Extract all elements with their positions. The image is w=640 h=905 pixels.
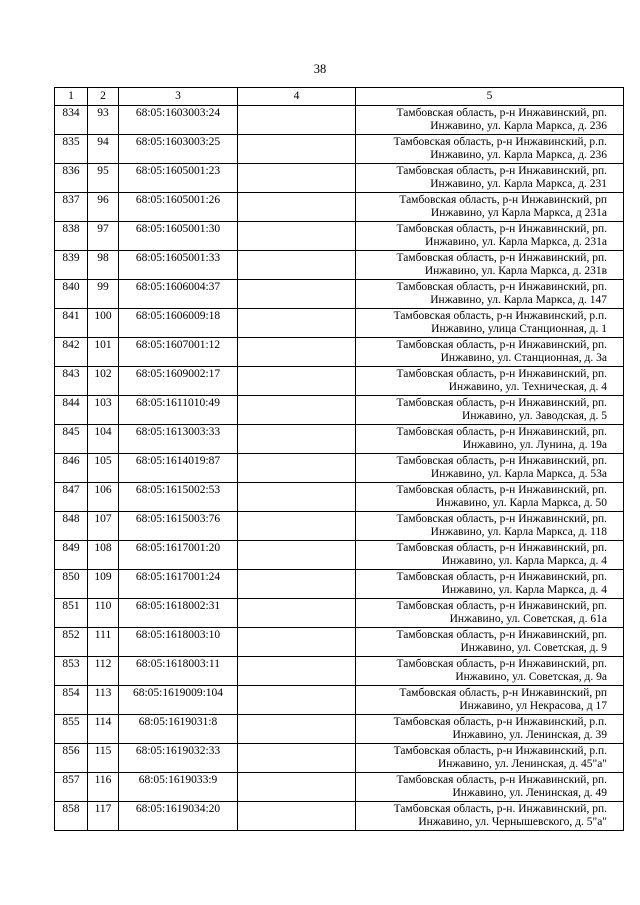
cadastral-number-cell: 68:05:1605001:26 (119, 193, 238, 222)
cadastral-number-cell: 68:05:1618003:11 (119, 657, 238, 686)
cadastral-number-cell: 68:05:1617001:24 (119, 570, 238, 599)
cadastral-number-cell: 68:05:1615002:53 (119, 483, 238, 512)
address-line: Инжавино, ул. Карла Маркса, д. 231а (425, 236, 607, 248)
table-row (55, 193, 624, 222)
empty-cell (238, 309, 356, 338)
page-number: 38 (313, 62, 327, 76)
address-line: Тамбовская область, р-н Инжавинский, рп. (396, 571, 607, 583)
address-line: Инжавино, ул. Станционная, д. 3а (440, 352, 607, 364)
row-subindex-cell: 117 (88, 802, 119, 831)
row-subindex-cell: 100 (88, 309, 119, 338)
address-line: Тамбовская область, р-н Инжавинский, рп. (396, 165, 607, 177)
empty-cell (238, 454, 356, 483)
row-subindex-cell: 95 (88, 164, 119, 193)
row-index-cell: 843 (55, 367, 88, 396)
address-cell (356, 686, 624, 715)
empty-cell (238, 425, 356, 454)
row-index-cell: 850 (55, 570, 88, 599)
table-body (55, 106, 624, 831)
address-line: Инжавино, ул. Карла Маркса, д. 147 (430, 294, 607, 306)
address-cell (356, 744, 624, 773)
row-subindex-cell: 115 (88, 744, 119, 773)
address-cell (356, 512, 624, 541)
address-line: Тамбовская область, р-н Инжавинский, рп. (396, 281, 607, 293)
row-index-cell: 840 (55, 280, 88, 309)
address-line: Инжавино, ул. Карла Маркса, д. 236 (430, 120, 607, 132)
address-line: Тамбовская область, р-н Инжавинский, рп. (396, 774, 607, 786)
table-row (55, 309, 624, 338)
table-row (55, 222, 624, 251)
empty-cell (238, 541, 356, 570)
cadastral-number-cell: 68:05:1603003:25 (119, 135, 238, 164)
empty-cell (238, 744, 356, 773)
address-line: Тамбовская область, р-н Инжавинский, рп. (396, 426, 607, 438)
empty-cell (238, 251, 356, 280)
empty-cell (238, 657, 356, 686)
row-index-cell: 834 (55, 106, 88, 135)
address-line: Инжавино, ул. Карла Маркса, д. 236 (430, 149, 607, 161)
address-cell (356, 396, 624, 425)
empty-cell (238, 135, 356, 164)
table-row (55, 512, 624, 541)
table-row (55, 280, 624, 309)
address-cell (356, 773, 624, 802)
row-subindex-cell: 102 (88, 367, 119, 396)
address-line: Тамбовская область, р-н Инжавинский, рп. (396, 542, 607, 554)
cadastral-number-cell: 68:05:1618002:31 (119, 599, 238, 628)
address-line: Инжавино, ул. Ленинская, д. 45"а" (437, 758, 607, 770)
row-index-cell: 841 (55, 309, 88, 338)
row-subindex-cell: 107 (88, 512, 119, 541)
empty-cell (238, 222, 356, 251)
address-cell (356, 135, 624, 164)
address-line: Тамбовская область, р-н Инжавинский, р.п. (393, 745, 607, 757)
address-line: Инжавино, ул. Карла Маркса, д. 231 (430, 178, 607, 190)
table-row (55, 164, 624, 193)
row-index-cell: 857 (55, 773, 88, 802)
cadastral-number-cell: 68:05:1605001:23 (119, 164, 238, 193)
row-index-cell: 849 (55, 541, 88, 570)
empty-cell (238, 483, 356, 512)
table-row (55, 425, 624, 454)
row-subindex-cell: 106 (88, 483, 119, 512)
address-line: Инжавино, ул. Ленинская, д. 49 (452, 787, 607, 799)
address-cell (356, 570, 624, 599)
row-subindex-cell: 97 (88, 222, 119, 251)
cadastral-number-cell: 68:05:1605001:33 (119, 251, 238, 280)
cadastral-number-cell: 68:05:1617001:20 (119, 541, 238, 570)
row-subindex-cell: 104 (88, 425, 119, 454)
cadastral-number-cell: 68:05:1619034:20 (119, 802, 238, 831)
row-subindex-cell: 114 (88, 715, 119, 744)
table-row (55, 715, 624, 744)
row-index-cell: 854 (55, 686, 88, 715)
address-line: Тамбовская область, р-н Инжавинский, р.п. (393, 310, 607, 322)
cadastral-number-cell: 68:05:1605001:30 (119, 222, 238, 251)
table-row (55, 744, 624, 773)
cadastral-number-cell: 68:05:1607001:12 (119, 338, 238, 367)
address-line: Тамбовская область, р-н Инжавинский, р.п. (393, 136, 607, 148)
header-col-1: 1 (55, 88, 88, 106)
row-index-cell: 844 (55, 396, 88, 425)
table-row (55, 338, 624, 367)
row-subindex-cell: 93 (88, 106, 119, 135)
address-line: Тамбовская область, р-н Инжавинский, рп. (396, 397, 607, 409)
table-row (55, 367, 624, 396)
row-index-cell: 835 (55, 135, 88, 164)
table-row (55, 541, 624, 570)
empty-cell (238, 773, 356, 802)
row-index-cell: 836 (55, 164, 88, 193)
address-line: Тамбовская область, р-н Инжавинский, рп (399, 194, 607, 206)
address-line: Инжавино, ул. Карла Маркса, д. 231в (424, 265, 607, 277)
table-row (55, 396, 624, 425)
header-col-4: 4 (238, 88, 356, 106)
row-index-cell: 847 (55, 483, 88, 512)
address-line: Инжавино, ул. Советская, д. 9а (455, 671, 607, 683)
empty-cell (238, 280, 356, 309)
address-line: Инжавино, ул. Карла Маркса, д. 53а (430, 468, 607, 480)
empty-cell (238, 802, 356, 831)
empty-cell (238, 715, 356, 744)
cadastral-number-cell: 68:05:1603003:24 (119, 106, 238, 135)
address-line: Инжавино, ул. Карла Маркса, д. 50 (435, 497, 607, 509)
cadastral-number-cell: 68:05:1609002:17 (119, 367, 238, 396)
address-line: Тамбовская область, р-н Инжавинский, рп. (396, 339, 607, 351)
row-index-cell: 837 (55, 193, 88, 222)
table-row (55, 135, 624, 164)
row-index-cell: 848 (55, 512, 88, 541)
address-cell (356, 657, 624, 686)
cadastral-number-cell: 68:05:1619033:9 (119, 773, 238, 802)
row-index-cell: 853 (55, 657, 88, 686)
row-index-cell: 852 (55, 628, 88, 657)
cadastral-number-cell: 68:05:1613003:33 (119, 425, 238, 454)
empty-cell (238, 396, 356, 425)
address-cell (356, 425, 624, 454)
address-line: Инжавино, ул. Карла Маркса, д. 4 (441, 584, 607, 596)
empty-cell (238, 512, 356, 541)
address-line: Тамбовская область, р-н Инжавинский, рп. (396, 600, 607, 612)
row-subindex-cell: 112 (88, 657, 119, 686)
row-subindex-cell: 98 (88, 251, 119, 280)
header-row (55, 88, 624, 106)
row-subindex-cell: 105 (88, 454, 119, 483)
address-line: Инжавино, ул. Лунина, д. 19а (462, 439, 607, 451)
row-index-cell: 839 (55, 251, 88, 280)
row-subindex-cell: 94 (88, 135, 119, 164)
header-col-3: 3 (119, 88, 238, 106)
cadastral-number-cell: 68:05:1619009:104 (119, 686, 238, 715)
address-cell (356, 483, 624, 512)
address-line: Тамбовская область, р-н Инжавинский, рп. (396, 629, 607, 641)
address-cell (356, 222, 624, 251)
address-line: Тамбовская область, р-н Инжавинский, рп. (396, 455, 607, 467)
address-line: Тамбовская область, р-н Инжавинский, рп. (396, 658, 607, 670)
address-line: Инжавино, ул. Карла Маркса, д. 118 (430, 526, 607, 538)
row-index-cell: 851 (55, 599, 88, 628)
row-subindex-cell: 99 (88, 280, 119, 309)
row-subindex-cell: 96 (88, 193, 119, 222)
empty-cell (238, 599, 356, 628)
address-line: Инжавино, ул. Заводская, д. 5 (462, 410, 607, 422)
address-cell (356, 628, 624, 657)
address-cell (356, 106, 624, 135)
address-cell (356, 802, 624, 831)
empty-cell (238, 193, 356, 222)
address-line: Тамбовская область, р-н Инжавинский, рп. (396, 223, 607, 235)
empty-cell (238, 338, 356, 367)
table-row (55, 628, 624, 657)
empty-cell (238, 570, 356, 599)
table-row (55, 802, 624, 831)
address-line: Тамбовская область, р-н Инжавинский, р.п. (393, 716, 607, 728)
address-line: Тамбовская область, р-н Инжавинский, рп (399, 687, 607, 699)
row-index-cell: 855 (55, 715, 88, 744)
address-cell (356, 280, 624, 309)
table-row (55, 686, 624, 715)
empty-cell (238, 367, 356, 396)
row-index-cell: 856 (55, 744, 88, 773)
row-subindex-cell: 101 (88, 338, 119, 367)
address-line: Тамбовская область, р-н. Инжавинский, рп. (393, 803, 607, 815)
address-line: Инжавино, ул Карла Маркса, д 231а (430, 207, 607, 219)
row-index-cell: 838 (55, 222, 88, 251)
table-row (55, 251, 624, 280)
cadastral-table (54, 87, 624, 831)
address-line: Инжавино, улица Станционная, д. 1 (431, 323, 607, 335)
cadastral-number-cell: 68:05:1611010:49 (119, 396, 238, 425)
table-row (55, 657, 624, 686)
table-row (55, 773, 624, 802)
row-index-cell: 845 (55, 425, 88, 454)
cadastral-number-cell: 68:05:1606004:37 (119, 280, 238, 309)
address-cell (356, 338, 624, 367)
empty-cell (238, 686, 356, 715)
row-subindex-cell: 108 (88, 541, 119, 570)
header-col-5: 5 (356, 88, 624, 106)
address-cell (356, 454, 624, 483)
address-line: Тамбовская область, р-н Инжавинский, рп. (396, 368, 607, 380)
row-subindex-cell: 103 (88, 396, 119, 425)
address-cell (356, 193, 624, 222)
address-line: Инжавино, ул. Советская, д. 61а (449, 613, 607, 625)
address-line: Инжавино, ул. Чернышевского, д. 5"а" (418, 816, 607, 828)
table-row (55, 483, 624, 512)
cadastral-number-cell: 68:05:1618003:10 (119, 628, 238, 657)
row-subindex-cell: 111 (88, 628, 119, 657)
table-row (55, 599, 624, 628)
address-line: Инжавино, ул Некрасова, д 17 (459, 700, 607, 712)
empty-cell (238, 106, 356, 135)
table-row (55, 454, 624, 483)
address-cell (356, 164, 624, 193)
cadastral-number-cell: 68:05:1614019:87 (119, 454, 238, 483)
address-cell (356, 541, 624, 570)
address-line: Инжавино, ул. Техническая, д. 4 (448, 381, 607, 393)
address-line: Тамбовская область, р-н Инжавинский, рп. (396, 252, 607, 264)
cadastral-number-cell: 68:05:1619031:8 (119, 715, 238, 744)
cadastral-number-cell: 68:05:1615003:76 (119, 512, 238, 541)
row-subindex-cell: 110 (88, 599, 119, 628)
address-cell (356, 599, 624, 628)
row-index-cell: 846 (55, 454, 88, 483)
table-row (55, 570, 624, 599)
empty-cell (238, 164, 356, 193)
row-subindex-cell: 109 (88, 570, 119, 599)
row-subindex-cell: 113 (88, 686, 119, 715)
address-line: Инжавино, ул. Советская, д. 9 (460, 642, 607, 654)
table-row (55, 106, 624, 135)
empty-cell (238, 628, 356, 657)
address-cell (356, 715, 624, 744)
header-col-2: 2 (88, 88, 119, 106)
address-cell (356, 309, 624, 338)
address-line: Тамбовская область, р-н Инжавинский, рп. (396, 107, 607, 119)
address-line: Тамбовская область, р-н Инжавинский, рп. (396, 484, 607, 496)
address-line: Тамбовская область, р-н Инжавинский, рп. (396, 513, 607, 525)
address-line: Инжавино, ул. Ленинская, д. 39 (452, 729, 607, 741)
row-index-cell: 858 (55, 802, 88, 831)
cadastral-number-cell: 68:05:1606009:18 (119, 309, 238, 338)
cadastral-number-cell: 68:05:1619032:33 (119, 744, 238, 773)
address-cell (356, 367, 624, 396)
address-line: Инжавино, ул. Карла Маркса, д. 4 (441, 555, 607, 567)
row-index-cell: 842 (55, 338, 88, 367)
address-cell (356, 251, 624, 280)
row-subindex-cell: 116 (88, 773, 119, 802)
